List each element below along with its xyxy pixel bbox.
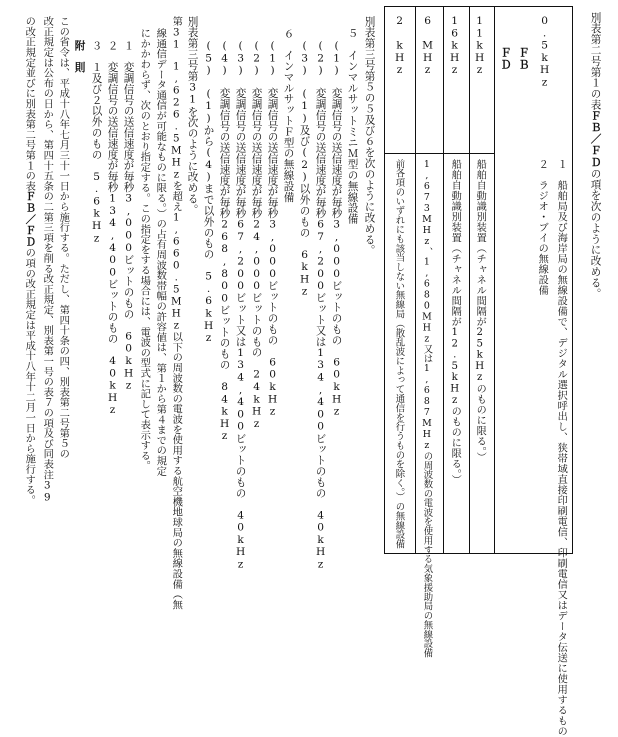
body-line: にかかわらず、次のとおり指定する。この指定をする場合には、電波の型式に記して表示する。 <box>138 28 151 471</box>
supplementary-text: の改正規定並びに別表第二号第１の表 <box>23 16 36 192</box>
body-line: (1) 変調信号の送信速度が毎秒3,000ビットのもの 60kHz <box>330 40 343 418</box>
body-line: ６ インマルサットＦ型の無線設備 <box>282 28 295 203</box>
supplementary-line: 改正規定は公布の日から、第四十五条の二第三項を削る改正規定、別表第一号の表７の項及び同表注39 <box>41 16 54 504</box>
body-line: (2) 変調信号の送信速度が毎秒24,000ビットのもの 24kHz <box>250 40 263 431</box>
body-line: ３ １及び２以外のもの 5.6kHz <box>90 40 103 245</box>
body-line: 第31 1,626.5MHzを超え1,660.5MHz以下の周波数の電波を使用する航空機地球局の無線設備（無 <box>170 16 183 610</box>
body-line: (2) 変調信号の送信速度が毎秒67,200ビット又は134,400ビットのもの 40kHz <box>314 40 327 571</box>
table-row-bandwidth: 6 MHz <box>421 15 434 77</box>
table-row-bandwidth: 2 kHz <box>393 15 406 77</box>
supplementary-suffix: の項の改正規定は平成十八年十二月一日から施行する。 <box>23 247 36 506</box>
header-line <box>590 12 601 299</box>
table-label-fb: ＦＢ <box>517 47 530 71</box>
table-row-item: 船舶自動識別装置（チャネル間隔が25kHzのものに限る。） <box>474 159 486 463</box>
body-line: 別表第三号第５の５及び６を次のように改める。 <box>363 16 376 256</box>
table-divider <box>469 7 470 553</box>
supplementary-fbfd-mark: ＦＢ／ＦＤ <box>23 191 36 248</box>
table-row-bandwidth: 16kHz <box>448 15 461 77</box>
table-label-fd: ＦＤ <box>499 47 512 71</box>
table-row-item: 1,673MHz、1,680MHz又は1,687MHzの周波数の電波を使用する気象援助局の無線設備 <box>421 159 433 658</box>
supplementary-title: 附 則 <box>73 40 86 73</box>
supplementary-line: この省令は、平成十八年七月三十一日から施行する。ただし、第四十条の四、別表第二号第５の <box>57 16 70 459</box>
body-line: １ 変調信号の送信速度が毎秒3,000ビットのもの 60kHz <box>122 40 135 392</box>
body-line: (1) 変調信号の送信速度が毎秒3,000ビットのもの 60kHz <box>266 40 279 418</box>
body-line: (4) 変調信号の送信速度が毎秒268,800ビットのもの 84kHz <box>218 40 231 443</box>
header-suffix: の項を次のように改める。 <box>589 168 602 299</box>
header-fbfd-mark: ＦＢ／ＦＤ <box>589 110 602 169</box>
body-line: 線通信データ通信が可能なものに限る。）の占有周波数帯幅の許容値は、第１から第４までの規定 <box>154 28 167 477</box>
body-line: ５ インマルサットミニＭ型の無線設備 <box>346 28 359 225</box>
table-divider <box>415 7 416 553</box>
table-row-item: 前各項のいずれにも該当しない無線局（散乱波によって通信を行うものを除く。）の無線設備 <box>393 159 405 549</box>
table-divider <box>443 7 444 553</box>
table-row-bandwidth: 11kHz <box>473 15 486 77</box>
table-row-bandwidth: 0.5kHz <box>538 15 551 89</box>
body-line: 別表第三号第31を次のように改める。 <box>186 16 199 215</box>
table-divider <box>494 7 495 553</box>
body-line: ２ 変調信号の送信速度が毎秒134,400ビットのもの 40kHz <box>106 40 119 417</box>
table-row-item: ２ ラジオ・ブイの無線設備 <box>536 159 548 296</box>
body-line: (5) (1)から(4)まで以外のもの 5.6kHz <box>202 40 215 345</box>
table-row-item: 船舶自動識別装置（チャネル間隔が12.5kHzのものに限る。） <box>449 159 461 485</box>
supplementary-line <box>24 16 34 505</box>
frequency-table <box>384 6 573 737</box>
table-row-item: １ 船舶局及び海岸局の無線設備で、デジタル選択呼出し、狭帯域直接印刷電信、印刷電信又はデータ伝送に使用するもの <box>555 159 567 737</box>
header-prefix: 別表第二号第１の表 <box>589 12 602 111</box>
body-line: (3) (1)及び(2)以外のもの 6kHz <box>298 40 311 298</box>
table-hline <box>385 153 494 154</box>
body-line: (3) 変調信号の送信速度が毎秒67,200ビット又は134,400ビットのもの 40kHz <box>234 40 247 571</box>
